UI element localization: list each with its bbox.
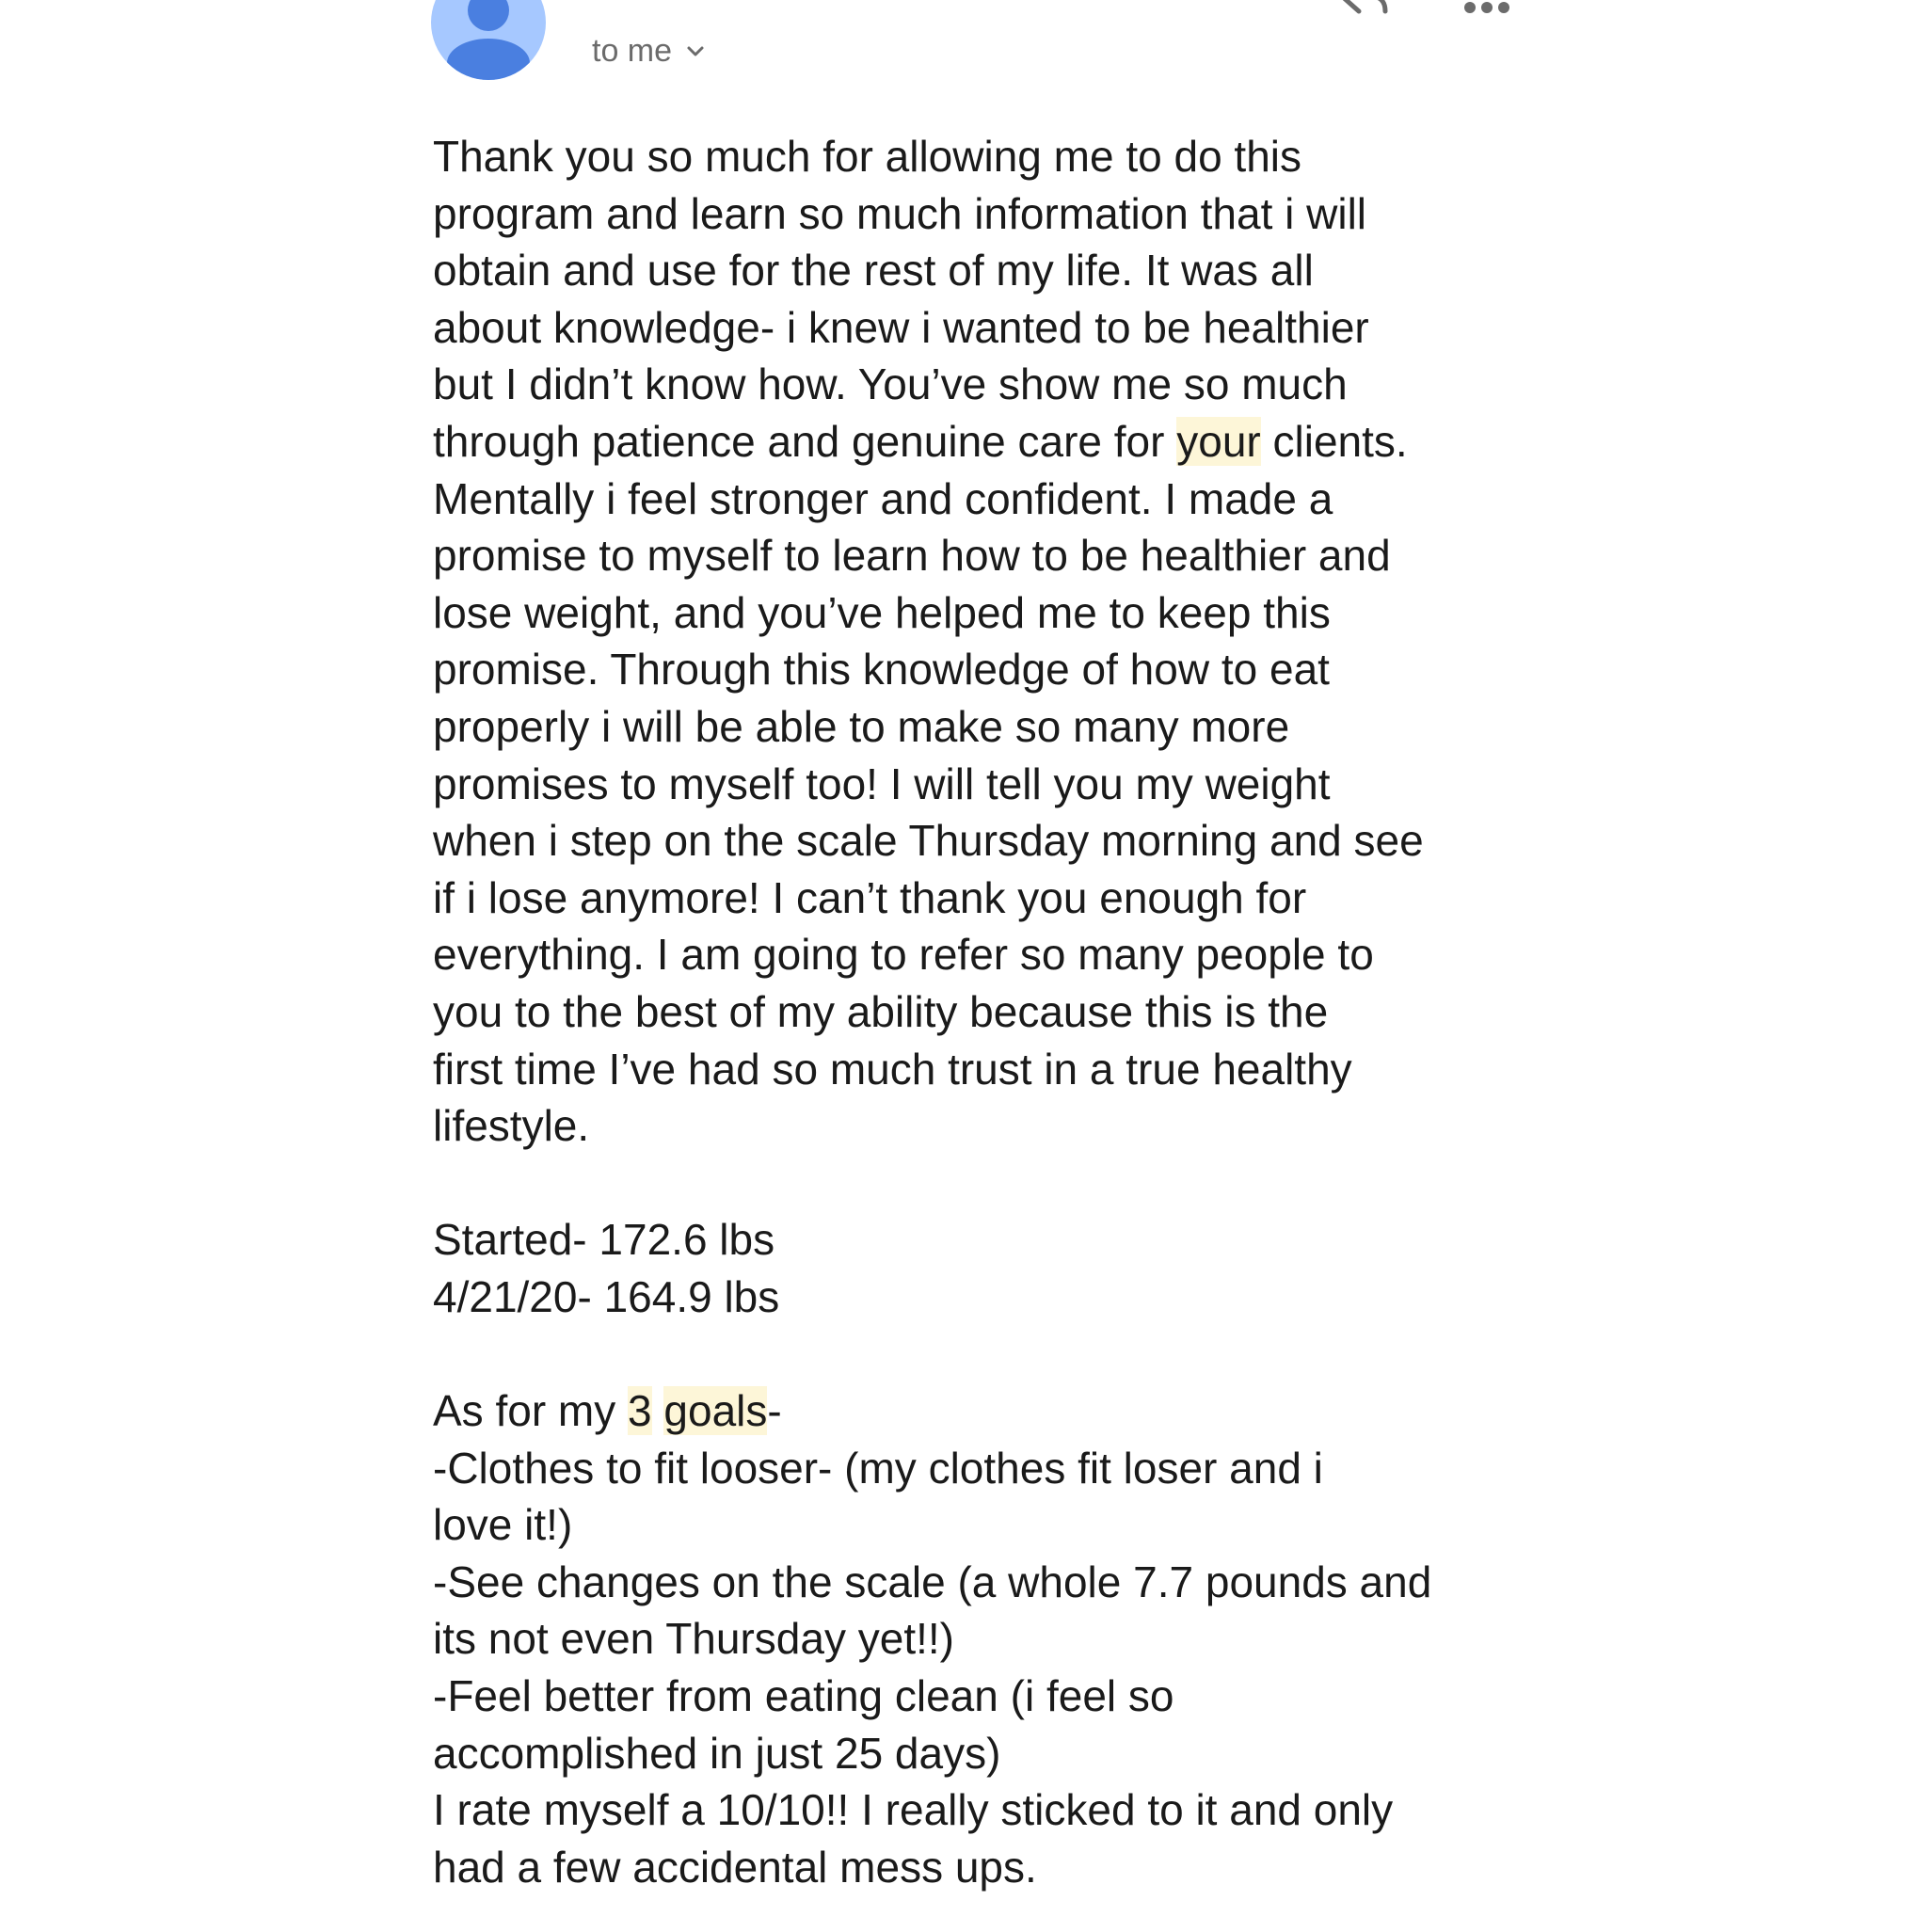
recipient-label: to me	[592, 32, 673, 69]
message-line: As for my 3 goals-	[433, 1386, 782, 1436]
recipient-toggle[interactable]	[592, 30, 706, 72]
goals-section	[433, 1382, 1543, 1895]
message-line: -Feel better from eating clean (i feel so	[433, 1671, 1174, 1721]
message-line: Mentally i feel stronger and confident. I made a	[433, 473, 1333, 523]
chevron-down-icon	[685, 40, 706, 61]
message-line: I rate myself a 10/10!! I really sticked to it and only	[433, 1785, 1394, 1835]
message-line: through patience and genuine care for your clients.	[433, 416, 1408, 466]
message-line: love it!)	[433, 1500, 573, 1550]
message-line: -Clothes to fit looser- (my clothes fit loser and i	[433, 1443, 1323, 1493]
message-line: lose weight, and you’ve helped me to keep this	[433, 587, 1331, 637]
message-line: promises to myself too! I will tell you my weight	[433, 758, 1331, 808]
message-line: when i step on the scale Thursday morning and see	[433, 816, 1424, 866]
message-body	[433, 128, 1543, 1895]
message-line: its not even Thursday yet!!)	[433, 1614, 954, 1664]
message-line: had a few accidental mess ups.	[433, 1842, 1037, 1892]
more-horizontal-icon[interactable]	[1459, 0, 1515, 17]
blank-line	[433, 1325, 1543, 1382]
highlighted-term: goals	[663, 1386, 768, 1436]
message-line: obtain and use for the rest of my life. It was all	[433, 246, 1314, 295]
message-actions	[1336, 0, 1515, 17]
message-line: everything. I am going to refer so many people to	[433, 930, 1374, 980]
message-line: -See changes on the scale (a whole 7.7 pounds and	[433, 1557, 1432, 1606]
highlighted-term: 3	[628, 1386, 652, 1436]
message-line: about knowledge- i knew i wanted to be healthier	[433, 302, 1369, 352]
message-line: you to the best of my ability because this is the	[433, 986, 1329, 1036]
reply-icon[interactable]	[1336, 0, 1393, 17]
person-icon	[431, 0, 546, 80]
message-line: Thank you so much for allowing me to do this	[433, 132, 1302, 181]
highlighted-term: your	[1176, 416, 1261, 466]
message-line: first time I’ve had so much trust in a true healthy	[433, 1044, 1352, 1094]
message-line: promise to myself to learn how to be healthier and	[433, 531, 1391, 581]
message-line: program and learn so much information that i will	[433, 188, 1367, 238]
message-line: properly i will be able to make so many more	[433, 701, 1290, 751]
message-line: promise. Through this knowledge of how to eat	[433, 645, 1330, 695]
weight-started: Started- 172.6 lbs	[433, 1215, 775, 1265]
blank-line	[433, 1155, 1543, 1212]
weight-current: 4/21/20- 164.9 lbs	[433, 1271, 780, 1321]
weights-list	[433, 1211, 1543, 1325]
message-paragraph	[433, 128, 1543, 1155]
message-line: accomplished in just 25 days)	[433, 1728, 1001, 1778]
message-line: but I didn’t know how. You’ve show me so much	[433, 359, 1348, 409]
message-line: if i lose anymore! I can’t thank you enough for	[433, 872, 1307, 922]
sender-avatar[interactable]	[431, 0, 546, 80]
message-line: lifestyle.	[433, 1101, 590, 1151]
